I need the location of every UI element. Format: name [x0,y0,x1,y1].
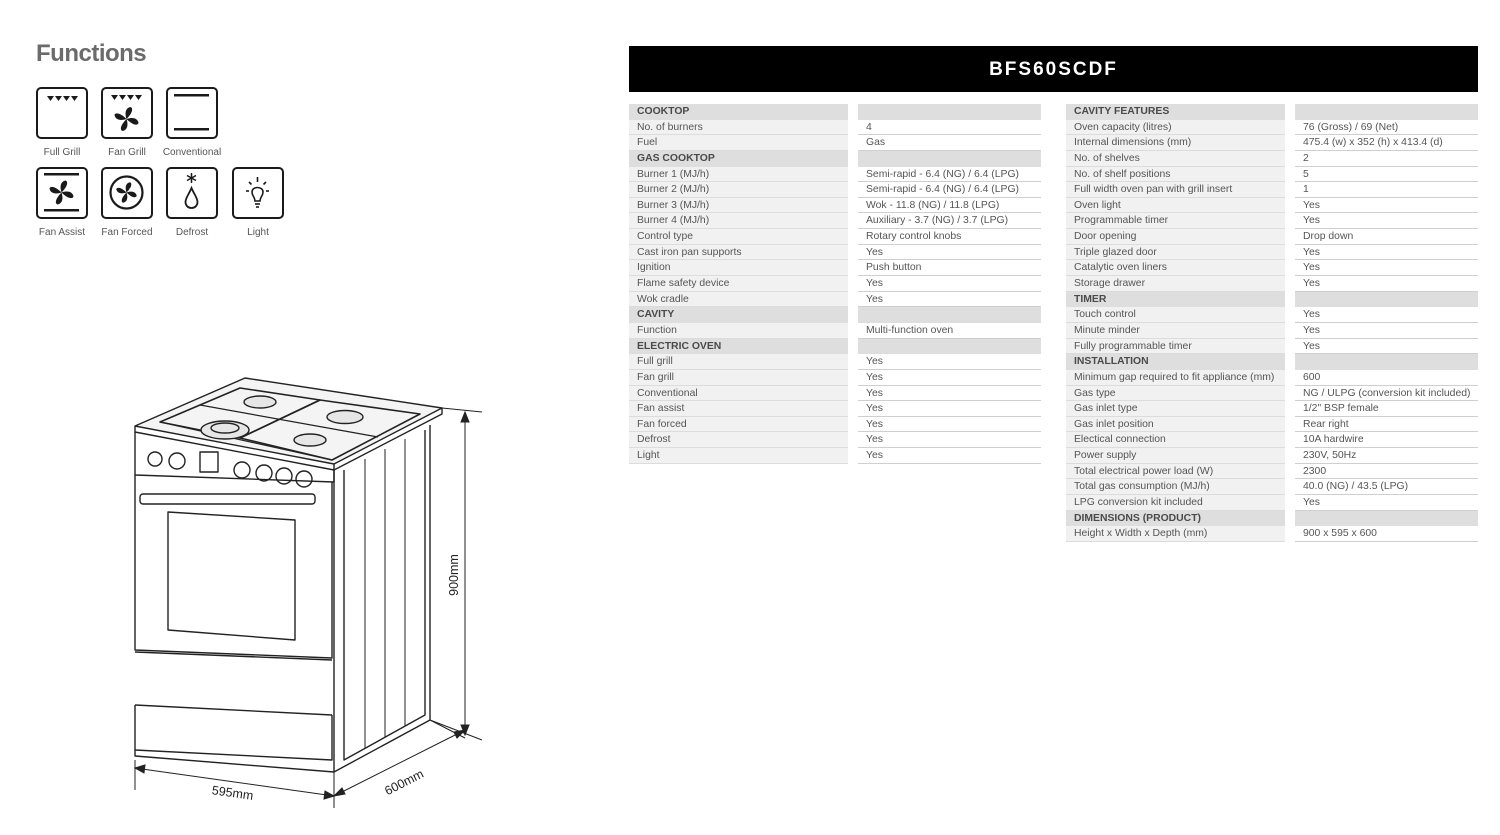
spec-row [1066,417,1478,433]
light-icon [232,167,284,219]
spec-row [1066,135,1478,151]
full-grill-icon [36,87,88,139]
spec-label: Burner 4 (MJ/h) [629,213,848,229]
spec-value: Yes [1295,323,1478,339]
spec-value: Yes [1295,276,1478,292]
spec-row [629,245,1041,261]
spec-value: Yes [858,354,1041,370]
spec-row [629,323,1041,339]
spec-section-header [1066,292,1478,308]
fn-label: Full Grill [43,147,81,158]
spec-value: Yes [858,386,1041,402]
section-title: COOKTOP [629,104,848,120]
spec-label: No. of shelves [1066,151,1285,167]
spec-value: 10A hardwire [1295,432,1478,448]
spec-value: Semi-rapid - 6.4 (NG) / 6.4 (LPG) [858,167,1041,183]
spec-label: Triple glazed door [1066,245,1285,261]
spec-value: Rotary control knobs [858,229,1041,245]
spec-value [1295,292,1478,308]
defrost-icon [166,167,218,219]
section-title: TIMER [1066,292,1285,308]
spec-value: 1/2" BSP female [1295,401,1478,417]
spec-label: Fan assist [629,401,848,417]
fn-label: Fan Assist [38,227,86,238]
spec-label: Burner 1 (MJ/h) [629,167,848,183]
spec-row [1066,167,1478,183]
fn-label: Conventional [162,147,222,158]
spec-label: Programmable timer [1066,213,1285,229]
spec-value: Push button [858,260,1041,276]
spec-label: Fuel [629,135,848,151]
spec-value: Yes [858,401,1041,417]
spec-label: Oven capacity (litres) [1066,120,1285,136]
spec-label: Gas inlet position [1066,417,1285,433]
spec-value [858,307,1041,323]
spec-row [1066,526,1478,542]
spec-label: Ignition [629,260,848,276]
spec-row [629,167,1041,183]
spec-label: Burner 2 (MJ/h) [629,182,848,198]
section-title: CAVITY FEATURES [1066,104,1285,120]
spec-value: Yes [858,292,1041,308]
spec-row [1066,479,1478,495]
conventional-icon [166,87,218,139]
function-fan-grill [94,87,160,158]
spec-value: Semi-rapid - 6.4 (NG) / 6.4 (LPG) [858,182,1041,198]
fn-label: Fan Grill [108,147,146,158]
spec-table-left [629,104,1041,464]
spec-label: Oven light [1066,198,1285,214]
spec-value: Yes [858,276,1041,292]
functions-title: Functions [36,40,147,67]
spec-value: 2 [1295,151,1478,167]
spec-value: Rear right [1295,417,1478,433]
spec-value: Yes [858,448,1041,464]
spec-label: Full width oven pan with grill insert [1066,182,1285,198]
spec-value: Auxiliary - 3.7 (NG) / 3.7 (LPG) [858,213,1041,229]
spec-value: Wok - 11.8 (NG) / 11.8 (LPG) [858,198,1041,214]
spec-label: Total gas consumption (MJ/h) [1066,479,1285,495]
spec-section-header [1066,354,1478,370]
spec-label: No. of shelf positions [1066,167,1285,183]
spec-label: Conventional [629,386,848,402]
spec-row [629,417,1041,433]
spec-value: Yes [1295,495,1478,511]
spec-label: Gas inlet type [1066,401,1285,417]
spec-value [858,151,1041,167]
spec-row [1066,260,1478,276]
spec-value: Yes [1295,245,1478,261]
spec-label: Full grill [629,354,848,370]
spec-row [629,292,1041,308]
spec-label: Defrost [629,432,848,448]
spec-value: Drop down [1295,229,1478,245]
depth-dimension-label: 600mm [382,766,426,799]
function-fan-forced [94,167,160,238]
spec-row [629,182,1041,198]
spec-label: Function [629,323,848,339]
spec-row [629,448,1041,464]
spec-row [629,198,1041,214]
spec-value: Yes [858,245,1041,261]
function-light [225,167,291,238]
spec-value: 5 [1295,167,1478,183]
spec-row [629,135,1041,151]
spec-value: 4 [858,120,1041,136]
spec-value: Yes [1295,213,1478,229]
section-title: ELECTRIC OVEN [629,339,848,355]
fn-label: Light [247,227,269,238]
spec-label: Minute minder [1066,323,1285,339]
spec-label: Catalytic oven liners [1066,260,1285,276]
spec-row [1066,386,1478,402]
spec-row [629,370,1041,386]
fn-label: Fan Forced [101,227,153,238]
fn-label: Defrost [175,227,209,238]
spec-label: Control type [629,229,848,245]
spec-row [629,213,1041,229]
spec-value: 76 (Gross) / 69 (Net) [1295,120,1478,136]
spec-row [1066,213,1478,229]
spec-label: No. of burners [629,120,848,136]
spec-label: Fully programmable timer [1066,339,1285,355]
spec-row [1066,448,1478,464]
spec-section-header [629,104,1041,120]
spec-section-header [629,307,1041,323]
spec-label: Light [629,448,848,464]
function-full-grill [29,87,95,158]
spec-row [1066,182,1478,198]
width-dimension-label: 595mm [210,783,255,803]
spec-value [1295,104,1478,120]
spec-label: LPG conversion kit included [1066,495,1285,511]
spec-value: NG / ULPG (conversion kit included) [1295,386,1478,402]
spec-label: Cast iron pan supports [629,245,848,261]
height-dimension-label: 900mm [447,554,461,596]
section-title: GAS COOKTOP [629,151,848,167]
spec-row [629,229,1041,245]
spec-row [1066,323,1478,339]
spec-section-header [629,339,1041,355]
spec-row [1066,339,1478,355]
spec-value: Multi-function oven [858,323,1041,339]
spec-label: Door opening [1066,229,1285,245]
model-header: BFS60SCDF [629,46,1478,92]
spec-label: Wok cradle [629,292,848,308]
spec-section-header [1066,104,1478,120]
spec-value: Yes [858,370,1041,386]
fan-grill-icon [101,87,153,139]
spec-section-header [629,151,1041,167]
spec-label: Gas type [1066,386,1285,402]
spec-table-right [1066,104,1478,542]
spec-row [1066,307,1478,323]
spec-row [629,432,1041,448]
spec-label: Power supply [1066,448,1285,464]
spec-value: Yes [1295,260,1478,276]
fan-assist-icon [36,167,88,219]
spec-row [1066,245,1478,261]
spec-label: Touch control [1066,307,1285,323]
spec-row [1066,229,1478,245]
spec-row [629,354,1041,370]
spec-section-header [1066,511,1478,527]
spec-value: Yes [858,417,1041,433]
spec-value [1295,511,1478,527]
function-fan-assist [29,167,95,238]
spec-row [629,386,1041,402]
spec-value: Gas [858,135,1041,151]
function-conventional [159,87,225,158]
spec-label: Burner 3 (MJ/h) [629,198,848,214]
spec-value: 230V, 50Hz [1295,448,1478,464]
spec-label: Electical connection [1066,432,1285,448]
spec-value: 2300 [1295,464,1478,480]
spec-value [858,104,1041,120]
spec-row [1066,276,1478,292]
section-title: DIMENSIONS (PRODUCT) [1066,511,1285,527]
section-title: CAVITY [629,307,848,323]
spec-label: Internal dimensions (mm) [1066,135,1285,151]
spec-value: Yes [1295,198,1478,214]
spec-row [629,276,1041,292]
spec-label: Flame safety device [629,276,848,292]
spec-label: Storage drawer [1066,276,1285,292]
spec-label: Minimum gap required to fit appliance (mm) [1066,370,1285,386]
fan-forced-icon [101,167,153,219]
spec-value: 475.4 (w) x 352 (h) x 413.4 (d) [1295,135,1478,151]
spec-row [1066,464,1478,480]
spec-value [1295,354,1478,370]
spec-value: Yes [1295,339,1478,355]
spec-value [858,339,1041,355]
spec-value: Yes [858,432,1041,448]
spec-row [1066,495,1478,511]
spec-row [1066,198,1478,214]
spec-row [629,401,1041,417]
spec-value: 600 [1295,370,1478,386]
spec-value: 900 x 595 x 600 [1295,526,1478,542]
spec-row [1066,370,1478,386]
spec-row [1066,120,1478,136]
spec-value: 1 [1295,182,1478,198]
spec-value: Yes [1295,307,1478,323]
spec-row [1066,432,1478,448]
spec-row [629,260,1041,276]
section-title: INSTALLATION [1066,354,1285,370]
spec-row [629,120,1041,136]
spec-value: 40.0 (NG) / 43.5 (LPG) [1295,479,1478,495]
spec-label: Fan forced [629,417,848,433]
spec-label: Height x Width x Depth (mm) [1066,526,1285,542]
spec-row [1066,401,1478,417]
spec-label: Total electrical power load (W) [1066,464,1285,480]
spec-row [1066,151,1478,167]
function-defrost [159,167,225,238]
spec-label: Fan grill [629,370,848,386]
stove-diagram [120,360,500,830]
